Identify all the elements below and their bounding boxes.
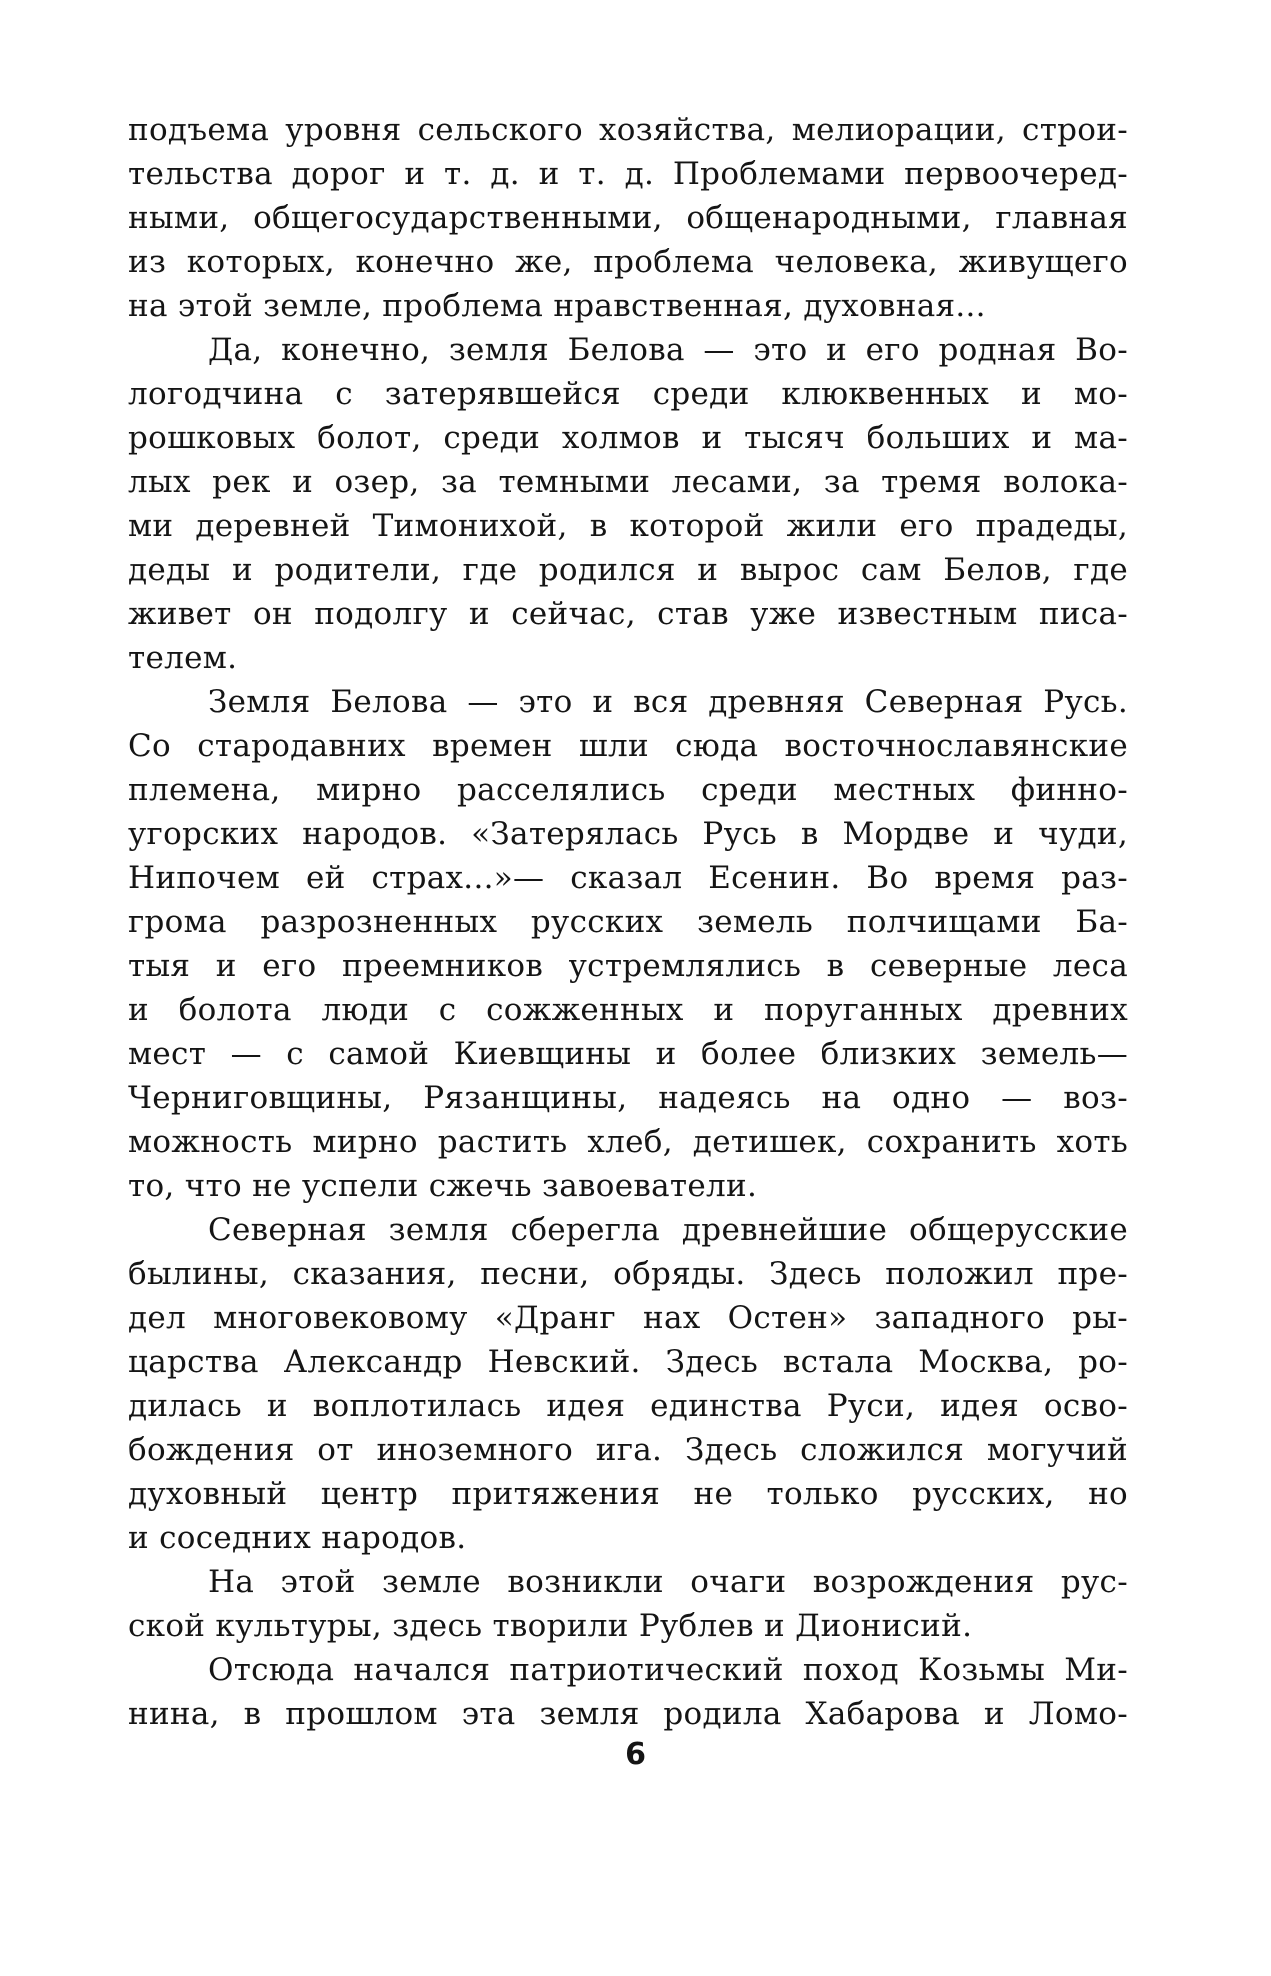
text-line: то, что не успели сжечь завоеватели. (128, 1168, 758, 1204)
body-text (128, 108, 1128, 1736)
text-line: подъема уровня сельского хозяйства, мелиорации, строи- (128, 112, 1128, 148)
text-line: Отсюда начался патриотический поход Козьмы Ми- (208, 1652, 1128, 1688)
text-line: и болота люди с сожженных и поруганных древних (128, 992, 1128, 1028)
text-line: дел многовековому «Дранг нах Остен» западного ры- (128, 1300, 1128, 1336)
text-line: на этой земле, проблема нравственная, духовная... (128, 288, 986, 324)
text-line: деды и родители, где родился и вырос сам Белов, где (128, 552, 1128, 588)
text-line: и соседних народов. (128, 1520, 467, 1556)
page-number: 6 (625, 1737, 646, 1772)
text-line: Нипочем ей страх...»— сказал Есенин. Во время раз- (128, 860, 1128, 896)
text-line: телем. (128, 640, 238, 676)
text-line: логодчина с затерявшейся среди клюквенных и мо- (128, 376, 1128, 412)
text-line: ми деревней Тимонихой, в которой жили его прадеды, (128, 508, 1128, 544)
text-line: тельства дорог и т. д. и т. д. Проблемами первоочеред- (128, 156, 1128, 192)
text-line: из которых, конечно же, проблема человека, живущего (128, 244, 1128, 280)
text-line: дилась и воплотилась идея единства Руси, идея осво- (128, 1388, 1128, 1424)
text-line: бождения от иноземного ига. Здесь сложился могучий (128, 1432, 1128, 1468)
text-line: рошковых болот, среди холмов и тысяч больших и ма- (128, 420, 1128, 456)
text-line: живет он подолгу и сейчас, став уже известным писа- (128, 596, 1128, 632)
text-line: племена, мирно расселялись среди местных финно- (128, 772, 1128, 808)
text-line: угорских народов. «Затерялась Русь в Мордве и чуди, (128, 816, 1128, 852)
text-line: былины, сказания, песни, обряды. Здесь положил пре- (128, 1256, 1128, 1292)
text-line: Черниговщины, Рязанщины, надеясь на одно — воз- (128, 1080, 1128, 1116)
text-line: ской культуры, здесь творили Рублев и Дионисий. (128, 1608, 973, 1644)
text-line: можность мирно растить хлеб, детишек, сохранить хоть (128, 1124, 1128, 1160)
text-line: нина, в прошлом эта земля родила Хабарова и Ломо- (128, 1696, 1128, 1732)
text-line: царства Александр Невский. Здесь встала Москва, ро- (128, 1344, 1128, 1380)
text-line: На этой земле возникли очаги возрождения рус- (208, 1564, 1128, 1600)
text-line: мест — с самой Киевщины и более близких земель— (128, 1036, 1128, 1072)
text-line: ными, общегосударственными, общенародными, главная (128, 200, 1128, 236)
text-line: Со стародавних времен шли сюда восточнославянские (128, 728, 1128, 764)
text-line: грома разрозненных русских земель полчищами Ба- (128, 904, 1128, 940)
text-line: Земля Белова — это и вся древняя Северная Русь. (208, 684, 1128, 720)
text-line: духовный центр притяжения не только русских, но (128, 1476, 1128, 1512)
text-line: лых рек и озер, за темными лесами, за тремя волока- (128, 464, 1128, 500)
text-line: Да, конечно, земля Белова — это и его родная Во- (208, 332, 1128, 368)
text-line: тыя и его преемников устремлялись в северные леса (128, 948, 1128, 984)
text-line: Северная земля сберегла древнейшие общерусские (208, 1212, 1128, 1248)
